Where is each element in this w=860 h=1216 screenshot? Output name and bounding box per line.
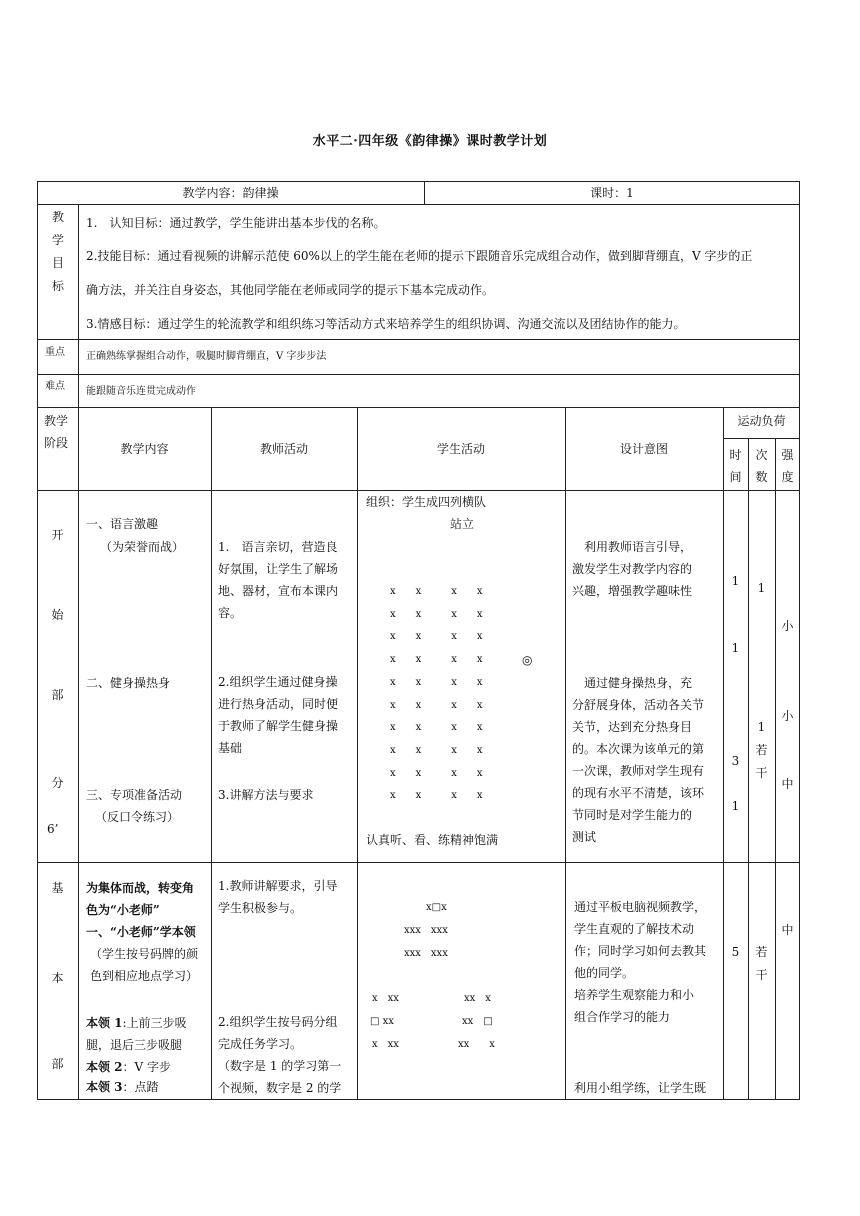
start-stage-time: 6’ (47, 822, 59, 836)
formation-row: x x x x (390, 790, 483, 802)
start-time-value: 1 (731, 799, 740, 813)
lesson-count-header: 课时：1 (590, 186, 634, 200)
stage-header-l2: 阶段 (44, 436, 69, 450)
skill-2: 本领 2：V 字步 (86, 1060, 172, 1074)
start-content-2: 二、健身操热身 (86, 676, 171, 690)
start-stage-char: 开 (51, 528, 64, 542)
formation-row: x x x x (390, 654, 483, 666)
start-teacher-1: 1. 语言亲切，营造良 好氛围，让学生了解场 地、器材，宣布本课内 容。 (218, 540, 339, 620)
formation-row: x x x x (390, 722, 483, 734)
group-formation-left: □ xx (370, 1016, 394, 1027)
formation-row: x x x x (390, 631, 483, 643)
start-design-1: 利用教师语言引导， 激发学生对教学内容的 兴趣，增强教学趣味性 (572, 540, 693, 598)
skill-3: 本领 3：点踏 (86, 1080, 159, 1094)
count-header-l1: 次 (755, 448, 768, 462)
start-time-value: 1 (731, 641, 740, 655)
basic-stage-char: 基 (51, 881, 64, 895)
start-content-1-sub: （为荣誉而战） (100, 540, 185, 554)
basic-time-value: 5 (731, 945, 740, 959)
basic-content-lead: 一、“小老师”学本领 (86, 925, 196, 939)
basic-stage-char: 部 (51, 1057, 64, 1071)
start-count-value: 若 (755, 743, 768, 757)
formation-row: x x x x (390, 608, 483, 620)
load-col-header: 运动负荷 (737, 414, 786, 428)
start-time-value: 1 (731, 574, 740, 588)
key-point-label: 重点 (45, 347, 65, 358)
basic-stage-char: 本 (51, 971, 64, 985)
student-end: 认真听、看、练精神饱满 (366, 833, 499, 847)
stage-header-l1: 教学 (44, 414, 69, 428)
count-header-l2: 数 (755, 470, 768, 484)
group-formation-mid: xxx xxx (404, 925, 448, 936)
start-count-value: 1 (757, 720, 766, 734)
start-content-3: 三、专项准备活动 (86, 788, 183, 802)
start-stage-char: 始 (51, 608, 64, 622)
start-intensity-value: 中 (781, 777, 794, 791)
intensity-header-l1: 强 (781, 448, 794, 462)
start-stage-char: 部 (51, 688, 64, 702)
basic-count-value: 干 (755, 968, 768, 982)
start-teacher-2: 2.组织学生通过健身操 进行热身活动，同时便 于教师了解学生健身操 基础 (218, 675, 339, 755)
group-formation-left: x xx (372, 1039, 399, 1050)
start-intensity-value: 小 (781, 709, 794, 723)
basic-content-sub: （学生按号码牌的颜 色到相应地点学习） (90, 947, 199, 983)
goal-cognitive: 1. 认知目标：通过教学，学生能讲出基本步伐的名称。 (86, 216, 386, 230)
basic-teacher-2: 2.组织学生按号码分组 完成任务学习。 （数字是 1 的学习第一 个视频，数字是 2 的学 (218, 1015, 342, 1095)
goal-skill-line2: 确方法，并关注自身姿态，其他同学能在老师或同学的提示下基本完成动作。 (86, 283, 495, 297)
student-org-l1: 组织：学生成四列横队 (366, 495, 487, 509)
content-header: 教学内容：韵律操 (182, 186, 279, 200)
group-formation-right: xx x (458, 1039, 495, 1050)
group-formation-right: xx x (464, 993, 491, 1004)
time-header-l1: 时 (729, 448, 742, 462)
start-count-value: 1 (757, 581, 766, 595)
group-formation-left: x xx (372, 993, 399, 1004)
start-time-value: 3 (731, 754, 740, 768)
basic-intensity-value: 中 (781, 923, 794, 937)
teacher-col-header: 教师活动 (259, 442, 308, 456)
intensity-header-l2: 度 (781, 470, 794, 484)
goals-label-char: 教 (51, 210, 64, 224)
difficulty-text: 能跟随音乐连贯完成动作 (86, 386, 196, 397)
goals-label-char: 目 (51, 256, 64, 270)
goals-label-char: 学 (51, 233, 64, 247)
time-header-l2: 间 (729, 470, 742, 484)
skill-1-cont: 腿，退后三步吸腿 (86, 1038, 183, 1052)
difficulty-label: 难点 (45, 381, 65, 392)
student-col-header: 学生活动 (436, 442, 485, 456)
basic-content-heading-2: 色为“小老师” (86, 903, 160, 917)
goals-label (48, 206, 68, 298)
basic-design: 通过平板电脑视频教学， 学生直观的了解技术动 作；同时学习如何去教其 他的同学。 培养学生观察能力和小 组合作学习的能力 (574, 900, 707, 1024)
group-formation-top: x□x (426, 902, 447, 913)
goal-skill-line1: 2.技能目标：通过看视频的讲解示范使 60%以上的学生能在老师的提示下跟随音乐完成组合动作，做到脚背绷直，V 字步的正 (86, 249, 753, 263)
formation-row: x x x x (390, 676, 483, 688)
goal-affective: 3.情感目标：通过学生的轮流教学和组织练习等活动方式来培养学生的组织协调、沟通交流以及团结协作的能力。 (86, 317, 686, 331)
content-col-header: 教学内容 (120, 442, 169, 456)
basic-content-heading-1: 为集体而战，转变角 (86, 881, 195, 895)
goals-label-char: 标 (51, 279, 64, 293)
start-stage-char: 分 (51, 776, 64, 790)
start-count-value: 干 (755, 766, 768, 780)
start-content-1: 一、语言激趣 (86, 517, 159, 531)
formation-row: x x x x (390, 586, 483, 597)
key-point-text: 正确熟练掌握组合动作，吸腿时脚背绷直，V 字步步法 (86, 351, 327, 362)
formation-row: x x x x (390, 767, 483, 779)
formation-row: x x x x (390, 744, 483, 756)
formation-row: x x x x (390, 699, 483, 711)
basic-teacher-1: 1.教师讲解要求，引导 学生积极参与。 (218, 879, 338, 915)
start-teacher-3: 3.讲解方法与要求 (218, 788, 314, 802)
teacher-position-icon: ◎ (522, 653, 533, 667)
basic-design-bottom: 利用小组学练，让学生既 (574, 1081, 707, 1095)
start-content-3-sub: （反口令练习） (95, 810, 180, 824)
start-intensity-value: 小 (781, 619, 794, 633)
basic-count-value: 若 (755, 945, 768, 959)
start-design-2: 通过健身操热身，充 分舒展身体，活动各关节 关节，达到充分热身目 的。本次课为该单元的第 一次课，教师对学生现有 的现有水平不清楚，该环 节同时是对学生能力的 测试 (572, 676, 705, 844)
group-formation-mid: xxx xxx (404, 948, 448, 959)
student-org-l2: 站立 (450, 517, 475, 531)
skill-1: 本领 1:上前三步吸 (86, 1016, 187, 1030)
page-title: 水平二·四年级《韵律操》课时教学计划 (312, 134, 548, 149)
design-col-header: 设计意图 (619, 442, 668, 456)
group-formation-right: xx □ (462, 1016, 493, 1027)
